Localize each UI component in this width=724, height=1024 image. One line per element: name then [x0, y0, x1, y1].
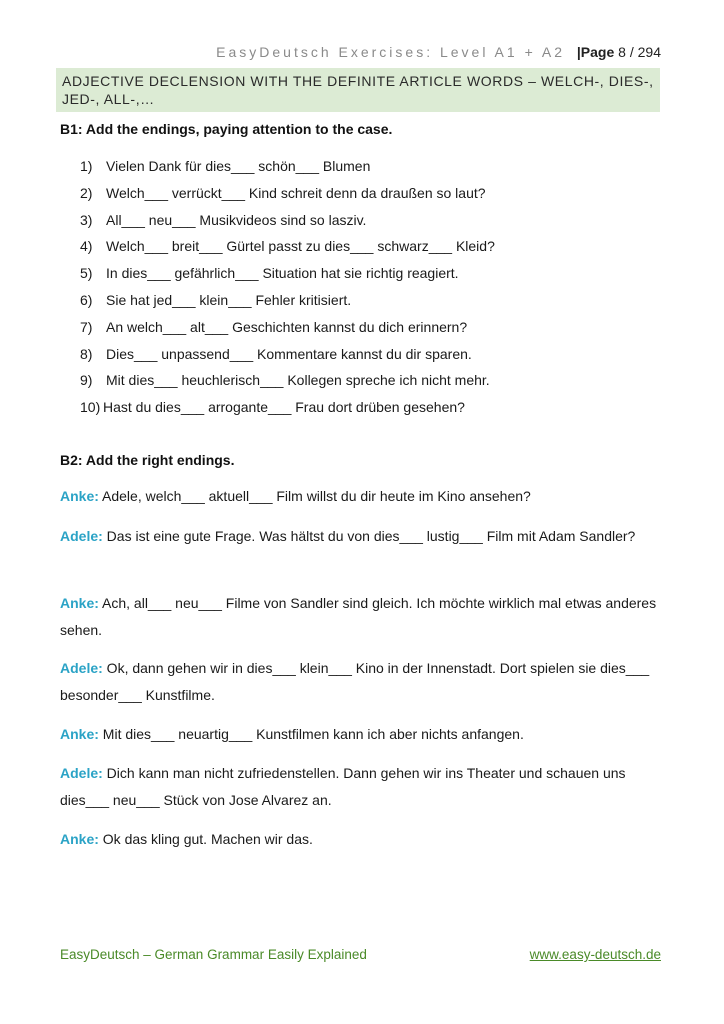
list-item [80, 399, 680, 426]
item-number: 8) [80, 345, 93, 362]
speaker-label: Adele: [60, 660, 103, 676]
item-number: 10) [80, 399, 101, 416]
header-title: EasyDeutsch Exercises: Level A1 + A2 [216, 44, 565, 60]
list-item [80, 238, 680, 265]
list-item [80, 185, 680, 212]
item-text: Dies___ unpassend___ Kommentare kannst du dir sparen. [106, 345, 472, 362]
list-item [80, 292, 680, 319]
dialog-text: Ok, dann gehen wir in dies___ klein___ Kino in der Innenstadt. Dort spielen sie dies___ besonder___ Kunstfilme. [60, 660, 650, 703]
topic-banner: ADJECTIVE DECLENSION WITH THE DEFINITE ARTICLE WORDS – WELCH-, DIES-, JED-, ALL-,… [56, 68, 660, 112]
dialog-line [60, 655, 670, 709]
page-label: |Page [576, 44, 615, 60]
exercise-b1-title: B1: Add the endings, paying attention to the case. [60, 121, 393, 137]
item-number: 3) [80, 211, 93, 228]
dialog-text: Dich kann man nicht zufriedenstellen. Dann gehen wir ins Theater und schauen uns dies___ neu___ Stück von Jose Alvarez an. [60, 765, 626, 808]
item-number: 9) [80, 372, 93, 389]
page-header [216, 44, 661, 60]
item-text: In dies___ gefährlich___ Situation hat sie richtig reagiert. [106, 265, 459, 282]
speaker-label: Adele: [60, 765, 103, 781]
item-text: Sie hat jed___ klein___ Fehler kritisiert. [106, 291, 352, 308]
speaker-label: Anke: [60, 595, 99, 611]
speaker-label: Anke: [60, 488, 99, 504]
list-item [80, 265, 680, 292]
speaker-label: Anke: [60, 726, 99, 742]
speaker-label: Adele: [60, 528, 103, 544]
dialog-text: Das ist eine gute Frage. Was hältst du von dies___ lustig___ Film mit Adam Sandler? [102, 528, 636, 544]
list-item [80, 346, 680, 373]
dialog-text: Adele, welch___ aktuell___ Film willst du dir heute im Kino ansehen? [98, 488, 531, 504]
dialog-line [60, 590, 670, 644]
item-number: 6) [80, 291, 93, 308]
item-text: All___ neu___ Musikvideos sind so lasziv. [106, 211, 367, 228]
item-number: 7) [80, 318, 93, 335]
dialog-text: Ach, all___ neu___ Filme von Sandler sind gleich. Ich möchte wirklich mal etwas anderes sehen. [60, 595, 657, 638]
speaker-label: Anke: [60, 831, 99, 847]
item-text: Mit dies___ heuchlerisch___ Kollegen spreche ich nicht mehr. [106, 372, 490, 389]
item-text: Welch___ breit___ Gürtel passt zu dies___ schwarz___ Kleid? [106, 238, 495, 255]
dialog-line [60, 721, 670, 748]
item-text: Hast du dies___ arrogante___ Frau dort drüben gesehen? [103, 399, 465, 416]
list-item [80, 372, 680, 399]
dialog-text: Ok das kling gut. Machen wir das. [98, 831, 313, 847]
item-text: Vielen Dank für dies___ schön___ Blumen [106, 158, 371, 174]
dialog-text: Mit dies___ neuartig___ Kunstfilmen kann ich aber nichts anfangen. [98, 726, 524, 742]
footer-website-link[interactable]: www.easy-deutsch.de [529, 947, 661, 962]
item-number: 1) [80, 158, 93, 174]
footer-tagline: EasyDeutsch – German Grammar Easily Explained [60, 947, 367, 962]
exercise-b1-list [80, 158, 680, 426]
item-text: Welch___ verrückt___ Kind schreit denn da draußen so laut? [106, 184, 486, 201]
dialog-line [60, 826, 670, 853]
page-number: 8 / 294 [618, 44, 661, 60]
exercise-b2-title: B2: Add the right endings. [60, 452, 235, 468]
list-item [80, 158, 680, 185]
item-number: 2) [80, 184, 93, 201]
item-text: An welch___ alt___ Geschichten kannst du dich erinnern? [106, 318, 468, 335]
list-item [80, 212, 680, 239]
item-number: 5) [80, 265, 93, 282]
dialog-line [60, 483, 670, 510]
dialog-line [60, 523, 670, 550]
item-number: 4) [80, 238, 93, 255]
dialog-line [60, 760, 670, 814]
list-item [80, 319, 680, 346]
page-indicator [577, 44, 661, 60]
